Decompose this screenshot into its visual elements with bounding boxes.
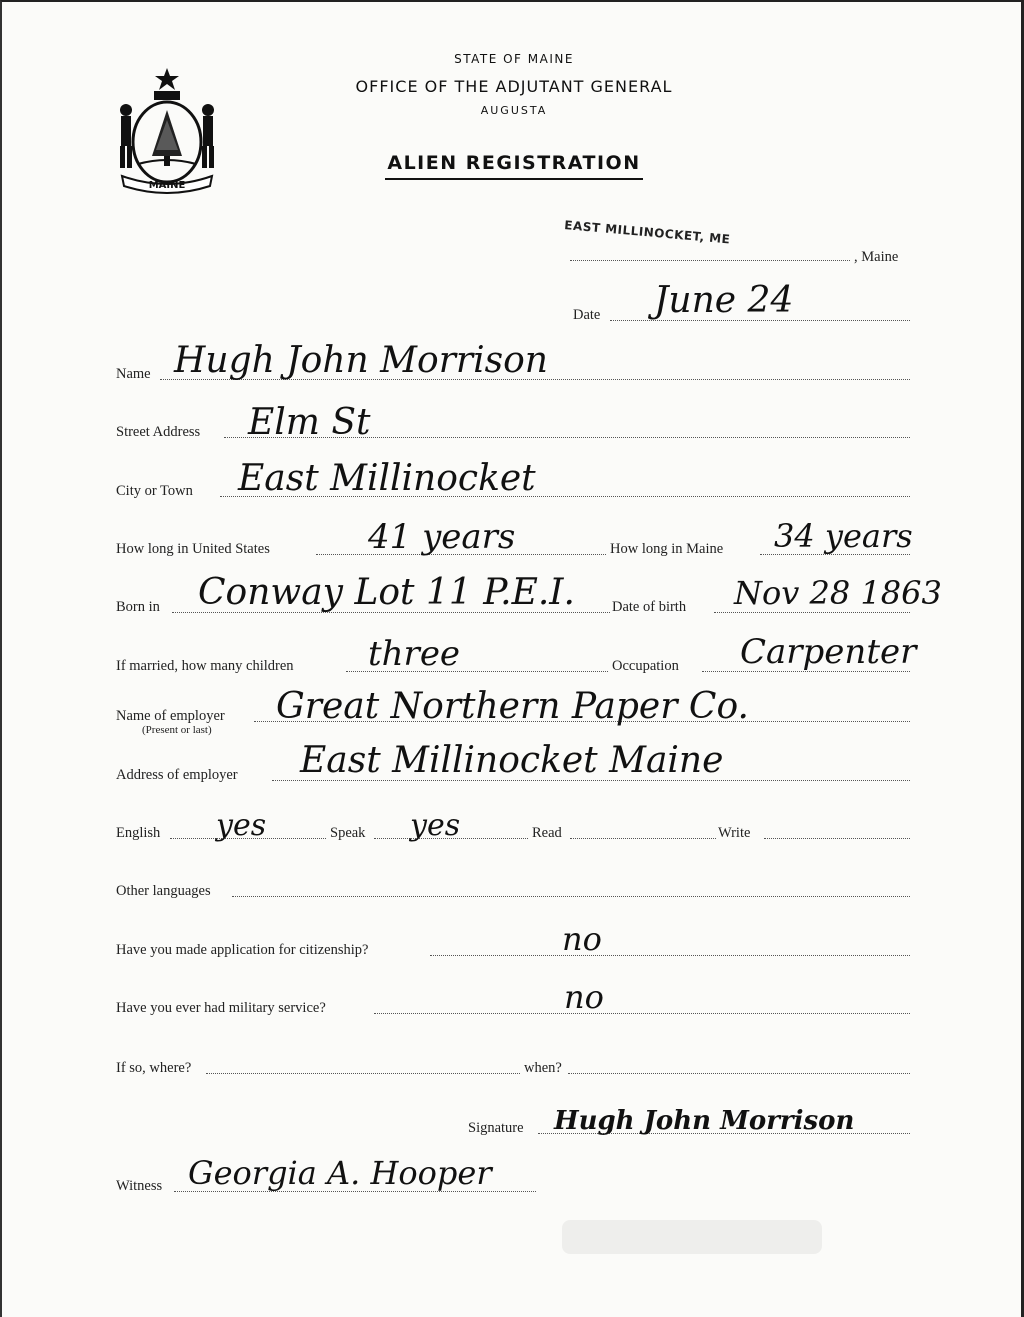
other-languages-label: Other languages <box>116 883 211 899</box>
read-label: Read <box>532 825 562 841</box>
place-stamp: EAST MILLINOCKET, ME <box>563 218 731 247</box>
how-long-maine-label: How long in Maine <box>610 541 724 557</box>
name-label: Name <box>116 366 151 382</box>
witness-label: Witness <box>116 1178 163 1194</box>
speak-value[interactable]: yes <box>410 808 461 843</box>
signature-value[interactable]: Hugh John Morrison <box>554 1106 855 1136</box>
form-title <box>2 152 1024 180</box>
place-line <box>570 260 850 261</box>
when-line <box>568 1073 910 1074</box>
children-value[interactable]: three <box>368 634 461 674</box>
date-value[interactable]: June 24 <box>654 280 794 321</box>
seal-text: MAINE <box>148 180 186 191</box>
employer-label: Name of employer <box>116 708 225 724</box>
employer-address-label: Address of employer <box>116 767 238 783</box>
english-value[interactable]: yes <box>216 808 267 843</box>
name-value[interactable]: Hugh John Morrison <box>174 340 548 381</box>
when-label: when? <box>524 1060 562 1076</box>
witness-value[interactable]: Georgia A. Hooper <box>188 1154 492 1192</box>
city-label: City or Town <box>116 483 193 499</box>
write-label: Write <box>718 825 751 841</box>
military-value[interactable]: no <box>564 978 604 1016</box>
street-value[interactable]: Elm St <box>248 402 371 443</box>
faint-smudge <box>562 1220 822 1254</box>
street-label: Street Address <box>116 424 201 440</box>
where-label: If so, where? <box>116 1060 192 1076</box>
citizenship-line <box>430 955 910 956</box>
employer-sublabel: (Present or last) <box>142 724 212 736</box>
dob-label: Date of birth <box>612 599 687 615</box>
employer-value[interactable]: Great Northern Paper Co. <box>276 686 749 727</box>
city-value[interactable]: East Millinocket <box>238 458 536 499</box>
born-label: Born in <box>116 599 160 615</box>
date-label: Date <box>573 307 601 323</box>
place-suffix: , Maine <box>854 249 899 265</box>
english-label: English <box>116 825 161 841</box>
speak-label: Speak <box>330 825 366 841</box>
children-label: If married, how many children <box>116 658 294 674</box>
form-title-text: ALIEN REGISTRATION <box>385 152 642 180</box>
employer-address-value[interactable]: East Millinocket Maine <box>300 740 724 781</box>
military-label: Have you ever had military service? <box>116 1000 326 1016</box>
how-long-us-label: How long in United States <box>116 541 270 557</box>
born-value[interactable]: Conway Lot 11 P.E.I. <box>198 572 575 613</box>
occupation-label: Occupation <box>612 658 679 674</box>
how-long-maine-value[interactable]: 34 years <box>774 517 913 555</box>
write-line <box>764 838 910 839</box>
header-city: AUGUSTA <box>480 104 548 117</box>
citizenship-label: Have you made application for citizenship? <box>116 942 369 958</box>
where-line <box>206 1073 520 1074</box>
header-state: STATE OF MAINE <box>454 52 574 66</box>
military-line <box>374 1013 910 1014</box>
how-long-us-value[interactable]: 41 years <box>368 517 516 557</box>
read-line <box>570 838 716 839</box>
occupation-value[interactable]: Carpenter <box>740 632 917 672</box>
header-office: OFFICE OF THE ADJUTANT GENERAL <box>355 77 673 96</box>
other-languages-line <box>232 896 910 897</box>
signature-label: Signature <box>468 1120 524 1136</box>
dob-line <box>714 612 910 613</box>
dob-value[interactable]: Nov 28 1863 <box>734 574 942 612</box>
citizenship-value[interactable]: no <box>562 920 602 958</box>
